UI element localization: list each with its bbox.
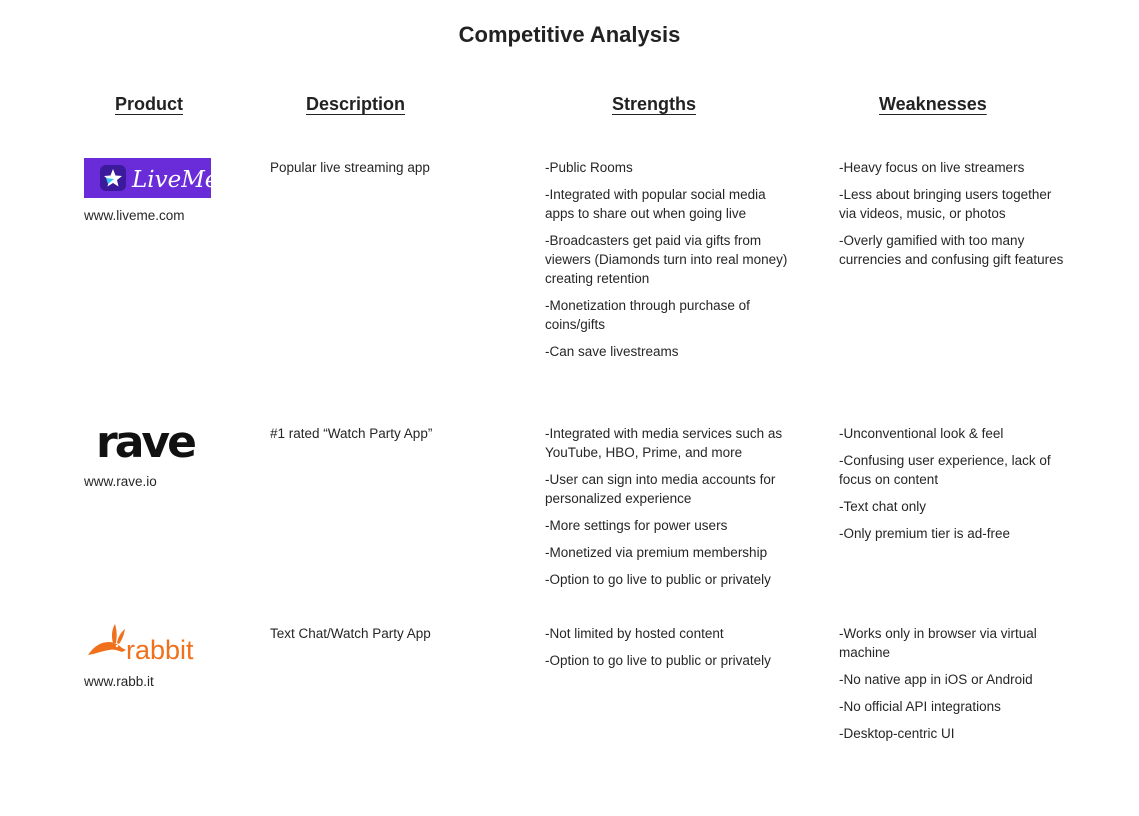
list-item: -Unconventional look & feel (839, 426, 1004, 441)
list-item: -Broadcasters get paid via gifts from viewers (Diamonds turn into real money) creating retention (545, 233, 788, 286)
rave-wordmark-icon (96, 420, 200, 462)
list-item: -Works only in browser via virtual machine (839, 626, 1037, 660)
header-description: Description (306, 94, 406, 114)
svg-text:rave: rave (96, 420, 194, 462)
rabbit-logo (86, 622, 210, 664)
page-title: Competitive Analysis (458, 22, 681, 47)
rave-logo (96, 420, 200, 462)
strengths-list (545, 624, 795, 678)
list-item: -Less about bringing users together via videos, music, or photos (839, 187, 1052, 221)
list-item: -Heavy focus on live streamers (839, 160, 1025, 175)
header-strengths: Strengths (612, 94, 697, 114)
header-product: Product (115, 94, 184, 114)
weaknesses-list (839, 158, 1064, 277)
list-item: -Text chat only (839, 499, 927, 514)
svg-text:LiveMe: LiveMe (132, 167, 211, 193)
product-url: www.liveme.com (84, 208, 185, 223)
list-item: -Overly gamified with too many currencies and confusing gift features (839, 233, 1064, 267)
list-item: -Can save livestreams (545, 344, 679, 359)
list-item: -Only premium tier is ad-free (839, 526, 1011, 541)
list-item: -No native app in iOS or Android (839, 672, 1033, 687)
liveme-star-icon (84, 158, 211, 198)
list-item: -Confusing user experience, lack of focus on content (839, 453, 1051, 487)
svg-text:rabbit: rabbit (126, 635, 194, 664)
list-item: -Monetization through purchase of coins/gifts (545, 298, 750, 332)
list-item: -Not limited by hosted content (545, 626, 724, 641)
list-item: -Public Rooms (545, 160, 633, 175)
product-url: www.rave.io (84, 474, 157, 489)
liveme-logo (84, 158, 211, 198)
product-description: Popular live streaming app (270, 160, 430, 175)
product-description: Text Chat/Watch Party App (270, 626, 431, 641)
strengths-list (545, 158, 795, 369)
rabbit-icon (88, 624, 126, 655)
list-item: -Option to go live to public or privately (545, 572, 771, 587)
product-description: #1 rated “Watch Party App” (270, 426, 433, 441)
weaknesses-list (839, 624, 1064, 751)
list-item: -Monetized via premium membership (545, 545, 768, 560)
header-weaknesses: Weaknesses (879, 94, 987, 114)
strengths-list (545, 424, 795, 597)
list-item: -User can sign into media accounts for personalized experience (545, 472, 776, 506)
list-item: -Integrated with popular social media apps to share out when going live (545, 187, 766, 221)
list-item: -No official API integrations (839, 699, 1001, 714)
list-item: -Integrated with media services such as YouTube, HBO, Prime, and more (545, 426, 783, 460)
product-url: www.rabb.it (84, 674, 154, 689)
weaknesses-list (839, 424, 1064, 551)
list-item: -Desktop-centric UI (839, 726, 955, 741)
list-item: -More settings for power users (545, 518, 728, 533)
list-item: -Option to go live to public or privately (545, 653, 771, 668)
